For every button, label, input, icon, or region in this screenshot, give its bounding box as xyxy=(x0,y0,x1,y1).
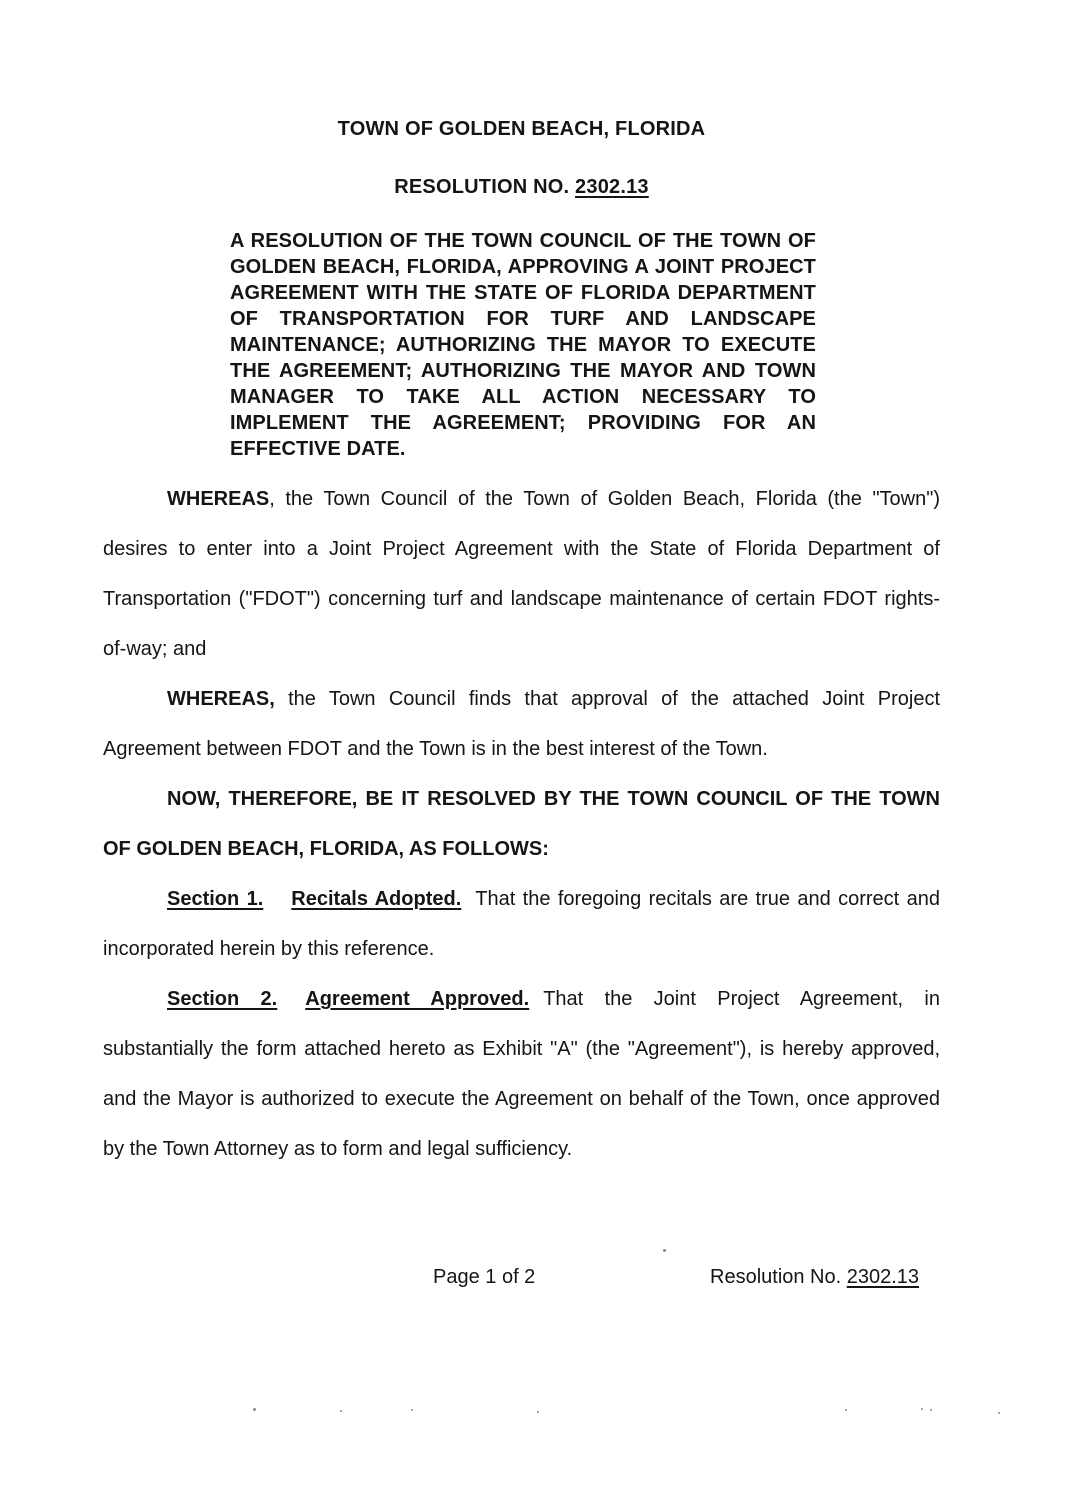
page-number: Page 1 of 2 xyxy=(433,1266,536,1288)
section-1 xyxy=(103,874,940,974)
scan-speck xyxy=(930,1409,932,1411)
whereas-lead: WHEREAS, xyxy=(167,688,275,710)
footer-resolution-number: 2302.13 xyxy=(846,1266,920,1288)
section-1-body: That the foregoing recitals are true and correct and incorporated herein by this reference. xyxy=(103,888,940,960)
scan-speck xyxy=(340,1410,342,1412)
resolved-clause: NOW, THEREFORE, BE IT RESOLVED BY THE TOWN COUNCIL OF THE TOWN OF GOLDEN BEACH, FLORIDA, AS FOLLOWS: xyxy=(103,788,940,860)
resolution-number: 2302.13 xyxy=(575,176,649,198)
section-1-label: Section 1. xyxy=(167,888,264,910)
section-2 xyxy=(103,974,940,1174)
scan-speck xyxy=(253,1408,256,1411)
footer-resolution-label: Resolution No. xyxy=(710,1266,847,1288)
scan-speck xyxy=(663,1249,666,1252)
document-title: TOWN OF GOLDEN BEACH, FLORIDA xyxy=(337,118,706,140)
section-2-body: That the Joint Project Agreement, in substantially the form attached hereto as Exhibit "A" (the "Agreement"), is hereby approved, and the Mayor is authorized to execute the Agreement on behalf of the Town, once approved by the Town Attorney as to form and legal sufficiency. xyxy=(103,988,940,1160)
whereas-clause-1 xyxy=(103,474,940,674)
section-1-heading: Recitals Adopted. xyxy=(291,888,462,910)
resolution-heading xyxy=(103,174,940,200)
section-2-label: Section 2. xyxy=(167,988,278,1010)
page-footer xyxy=(0,1266,1065,1296)
whereas-text: the Town Council finds that approval of the attached Joint Project Agreement between FDOT and the Town is in the best interest of the Town. xyxy=(103,688,940,760)
scan-speck xyxy=(537,1411,539,1413)
scan-speck xyxy=(998,1412,1000,1414)
footer-resolution-reference xyxy=(710,1266,919,1289)
scan-speck xyxy=(921,1408,923,1410)
scan-speck xyxy=(845,1409,847,1411)
scan-speck xyxy=(411,1409,413,1411)
whereas-text: , the Town Council of the Town of Golden Beach, Florida (the "Town") desires to enter into a Joint Project Agreement with the State of Florida Department of Transportation ("FDOT") concerning turf and landscape maintenance of certain FDOT rights-of-way; and xyxy=(103,488,940,660)
section-2-heading: Agreement Approved. xyxy=(305,988,530,1010)
resolution-heading-label: RESOLUTION NO. xyxy=(394,176,576,198)
whereas-clause-2 xyxy=(103,674,940,774)
whereas-lead: WHEREAS xyxy=(167,488,270,510)
resolution-summary: A RESOLUTION OF THE TOWN COUNCIL OF THE TOWN OF GOLDEN BEACH, FLORIDA, APPROVING A JOINT PROJECT AGREEMENT WITH THE STATE OF FLORIDA DEPARTMENT OF TRANSPORTATION FOR TURF AND LANDSCAPE MAINTENANCE; AUTHORIZING THE MAYOR TO EXECUTE THE AGREEMENT; AUTHORIZING THE MAYOR AND TOWN MANAGER TO TAKE ALL ACTION NECESSARY TO IMPLEMENT THE AGREEMENT; PROVIDING FOR AN EFFECTIVE DATE. xyxy=(230,230,816,460)
